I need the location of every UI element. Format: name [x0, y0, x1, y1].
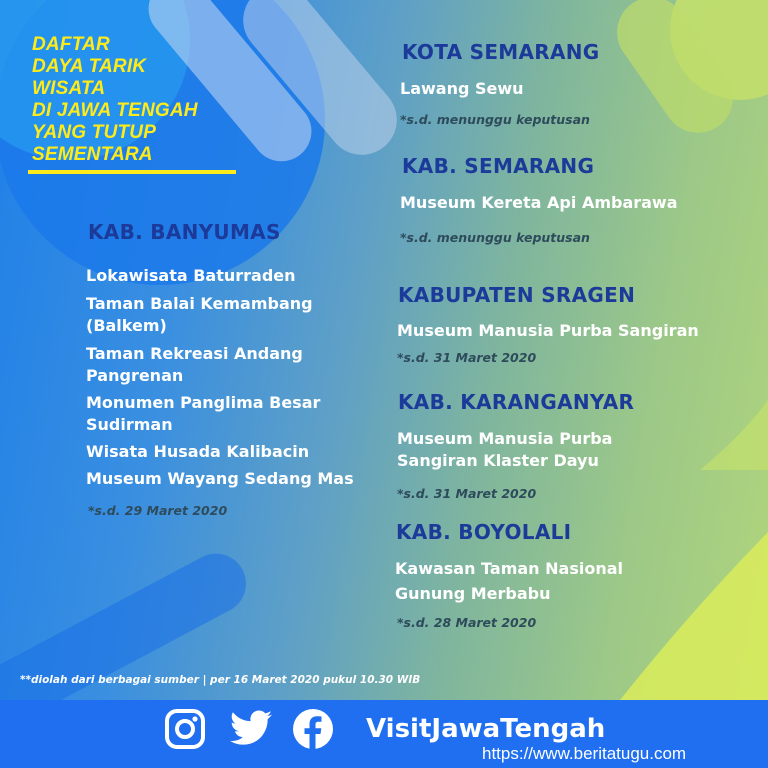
- closure-note: *s.d. 28 Maret 2020: [397, 615, 537, 630]
- place-item: Lawang Sewu: [400, 79, 524, 98]
- twitter-icon[interactable]: [228, 708, 274, 750]
- place-item: Taman Balai Kemambang: [86, 294, 313, 313]
- facebook-icon[interactable]: [292, 708, 334, 750]
- closure-note: *s.d. 31 Maret 2020: [397, 486, 537, 501]
- title-line: YANG TUTUP: [32, 122, 157, 143]
- place-item: Sangiran Klaster Dayu: [397, 451, 599, 470]
- brand-name: VisitJawaTengah: [366, 714, 606, 744]
- place-item: Wisata Husada Kalibacin: [86, 442, 310, 461]
- region-heading-banyumas: KAB. BANYUMAS: [88, 220, 281, 244]
- place-item: Pangrenan: [86, 366, 184, 385]
- place-item: Gunung Merbabu: [395, 584, 551, 603]
- place-item: Kawasan Taman Nasional: [395, 559, 623, 578]
- title-line: WISATA: [32, 78, 106, 99]
- title-line: DAYA TARIK: [32, 56, 147, 77]
- title-line: DI JAWA TENGAH: [32, 100, 198, 121]
- title-line: DAFTAR: [32, 34, 110, 55]
- region-heading-karanganyar: KAB. KARANGANYAR: [398, 390, 635, 414]
- watermark-url: https://www.beritatugu.com: [482, 744, 687, 763]
- place-item: Museum Kereta Api Ambarawa: [400, 193, 678, 212]
- title-line: SEMENTARA: [32, 144, 153, 165]
- closure-note: *s.d. menunggu keputusan: [400, 112, 590, 127]
- place-item: Lokawisata Baturraden: [86, 266, 296, 285]
- region-heading-kota-semarang: KOTA SEMARANG: [402, 40, 600, 64]
- instagram-icon[interactable]: [164, 708, 206, 750]
- region-heading-boyolali: KAB. BOYOLALI: [396, 520, 572, 544]
- region-heading-sragen: KABUPATEN SRAGEN: [398, 283, 636, 307]
- place-item: Monumen Panglima Besar: [86, 393, 321, 412]
- closure-note: *s.d. menunggu keputusan: [400, 230, 590, 245]
- place-item: Museum Manusia Purba: [397, 429, 613, 448]
- source-note: **diolah dari berbagai sumber | per 16 Maret 2020 pukul 10.30 WIB: [20, 674, 421, 686]
- closure-note: *s.d. 31 Maret 2020: [397, 350, 537, 365]
- place-item: Taman Rekreasi Andang: [86, 344, 303, 363]
- place-item: Sudirman: [86, 415, 173, 434]
- place-item: Museum Wayang Sedang Mas: [86, 469, 354, 488]
- closure-note: *s.d. 29 Maret 2020: [88, 503, 228, 518]
- place-item: Museum Manusia Purba Sangiran: [397, 321, 699, 340]
- region-heading-kab-semarang: KAB. SEMARANG: [402, 154, 595, 178]
- place-item: (Balkem): [86, 316, 167, 335]
- title-underline: [28, 170, 236, 174]
